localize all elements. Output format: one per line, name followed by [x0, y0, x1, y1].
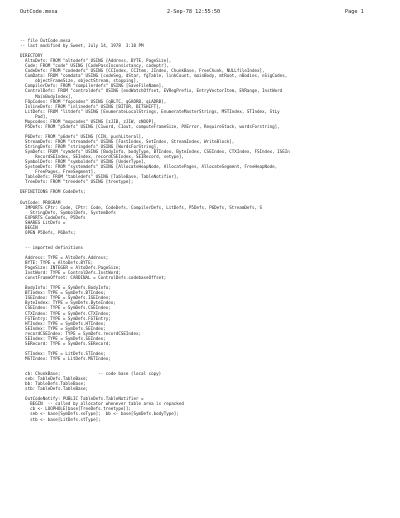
code-line: Address: TYPE = AltoDefs.Address;: [20, 255, 109, 261]
code-line: BEGIN: [20, 224, 38, 230]
code-line: DIRECTORY: [20, 53, 43, 59]
code-line: BEGIN -- called by allocator whenever table area is repacked: [20, 401, 184, 407]
code-line: CodeDefs: FROM "codedefs" USING [CCIndex, CCItem, JIndex, ChunkBase, FreeChunk, NULLfileIndex],: [20, 68, 265, 74]
code-line: SERecord: TYPE = SymDefs.SERecord;: [20, 340, 111, 346]
code-line: Mopcodes: FROM "mopcodes" USING [zJIB, zJIW, zNOOP],: [20, 118, 157, 124]
header-date: 2-Sep-78 12:55:50: [167, 9, 221, 15]
code-line: SymDefs: FROM "symdefs" USING [BodyInfo, bodyType, BTIndex, ByteIndex, CSEIndex, CTXIndex, FSIndex, ISEIn: [20, 149, 290, 155]
code-line: bb: TableDefs.TableBase;: [20, 381, 86, 387]
code-line: CTXIndex: TYPE = SymDefs.CTXIndex;: [20, 310, 111, 316]
code-line: MainBodyIndex],: [20, 93, 73, 99]
header-page-number: [345, 9, 364, 15]
header-filename: OutCode.mesa: [20, 9, 58, 15]
code-line: StreamDefs: FROM "streamdefs" USING [FastIndex, SetIndex, StreamIndex, WriteBlock],: [20, 138, 235, 144]
code-line: CSEIndex: TYPE = SymDefs.CSEIndex;: [20, 305, 111, 311]
code-line: DEFINITIONS FROM CodeDefs;: [20, 189, 86, 195]
code-line: objectFrameSize, objectStream, stopping],: [20, 78, 139, 84]
code-line: -- last modified by Sweet, July 14, 1978 3:10 PM: [20, 43, 144, 49]
code-line: Pad],: [20, 113, 48, 119]
code-line: recordCSEIndex: TYPE = SymDefs.recordCSEIndex;: [20, 330, 142, 336]
code-line: BodyInfo: TYPE = SymDefs.BodyInfo;: [20, 285, 111, 291]
code-line: stb <- base[LitDefs.stType];: [20, 416, 101, 422]
code-line: ControlDefs: FROM "controldefs" USING [endWatchOffset, EVRegPrefix, EntryVectorItem, EVRange, InstWord: [20, 88, 283, 94]
code-line: FOpCodes: FROM "fopcodes" USING [qBLTC, qGADRB, qLADRB],: [20, 98, 167, 104]
code-line: SEIndex: TYPE = SymDefs.SEIndex;: [20, 325, 106, 331]
code-line: AltoDefs: FROM "altodefs" USING [Address, BYTE, PageSize],: [20, 58, 172, 64]
code-line: MSTIndex: TYPE = LitDefs.MSTIndex;: [20, 355, 111, 361]
code-line: TableDefs: FROM "tabledefs" USING [TableBase, TableNotifier],: [20, 174, 179, 180]
code-line: stb: TableDefs.TableBase;: [20, 386, 89, 392]
code-line: StringDefs: FROM "stringdefs" USING [WordsForString],: [20, 143, 159, 149]
code-line: ISEIndex: TYPE = SymDefs.ISEIndex;: [20, 295, 111, 301]
code-line: StringDefs, SymbolDefs, SystemDefs: [20, 209, 116, 215]
code-line: EXPORTS CodeDefs, P5Defs: [20, 214, 86, 220]
code-line: ComData: FROM "comdata" USING [codeSeg, dStar, fgTable, linkCount, mainBody, mtRoot, nBodies, nSigCodes,: [20, 73, 288, 79]
code-listing: [20, 38, 392, 422]
code-line: OPEN P5Defs, P6Defs;: [20, 229, 76, 235]
code-line: seb: TableDefs.TableBase;: [20, 376, 89, 382]
code-line: P5Defs: FROM "p5defs" USING [C1word, C1out, computeFrameSize, PXError, RequireStack, wordsForstring],: [20, 123, 280, 129]
code-line: InstWord: TYPE = ControlDefs.InstWord;: [20, 270, 121, 276]
code-line: TreeDefs: FROM "treedefs" USING [treetype];: [20, 179, 134, 185]
code-line: cb <- LOOPHOLE[base[TreeDefs.treetype]];: [20, 406, 131, 412]
code-line: P6Defs: FROM "p6defs" USING [CIN, pushLiteral],: [20, 133, 144, 139]
code-line: IMPORTS CPtr: Code, CPtr: Code, CodeDefs, CompilerDefs, LitDefs, P5Defs, P6Defs, StreamDefs, S: [20, 204, 263, 210]
code-line: SHARES LitDefs =: [20, 219, 66, 225]
code-line: -- file OutCode.mesa: [20, 38, 71, 43]
code-line: -- imported definitions: [20, 244, 84, 250]
code-line: LitDefs: FROM "litdefs" USING [EnumerateLocalStrings, EnumerateMasterStrings, MSTIndex, STIndex, StLy: [20, 108, 280, 114]
code-line: SystemDefs: FROM "systemdefs" USING [AllocateHeapNode, AllocatePages, AllocateSegment, FreeHeapNode,: [20, 164, 278, 170]
code-line: OutCode: PROGRAM: [20, 199, 61, 205]
code-line: cb: ChunkBase; -- code base (local copy): [20, 371, 162, 377]
code-line: ByteIndex: TYPE = SymDefs.ByteIndex;: [20, 300, 116, 306]
code-line: STIndex: TYPE = LitDefs.STIndex;: [20, 350, 106, 356]
code-line: RecordSEIndex, SEIndex, recordCSEIndex, SEIRecord, setype],: [20, 154, 184, 160]
code-line: OutCodeNotify: PUBLIC TableDefs.TableNotifier =: [20, 396, 144, 402]
code-line: BTIndex: TYPE = SymDefs.BTIndex;: [20, 290, 106, 296]
code-line: PageSize: INTEGER = AltoDefs.PageSize;: [20, 265, 121, 271]
page-number: 1: [360, 9, 364, 15]
code-line: SymbolDefs: FROM "symboldefs" USING [UnderType],: [20, 159, 147, 165]
code-line: SEIndex: TYPE = SymDefs.SEIndex;: [20, 335, 106, 341]
code-line: constFrameOffset: CARDINAL = ControlDefs.codebaseOffset;: [20, 275, 167, 281]
code-line: BYTE: TYPE = AltoDefs.BYTE;: [20, 260, 94, 266]
code-line: HTIndex: TYPE = SymDefs.HTIndex;: [20, 320, 106, 326]
code-line: seb <- base[SymDefs.seType]; bb <- base[SymDefs.bodyType];: [20, 411, 179, 417]
code-line: CompilerDefs: FROM "compilerdefs" USING [SaveFileName],: [20, 83, 164, 89]
code-line: FGTEntry: TYPE = SymDefs.FGTEntry;: [20, 315, 111, 321]
code-line: Code: FROM "code" USING [CodePassInconsistancy, codeptr],: [20, 63, 169, 69]
code-line: FreePages, FreeSegment],: [20, 169, 96, 175]
code-line: InlineDefs: FROM "inlinedefs" USING [BITOR, BITSHIFT],: [20, 103, 162, 109]
page-label: Page: [345, 9, 358, 15]
